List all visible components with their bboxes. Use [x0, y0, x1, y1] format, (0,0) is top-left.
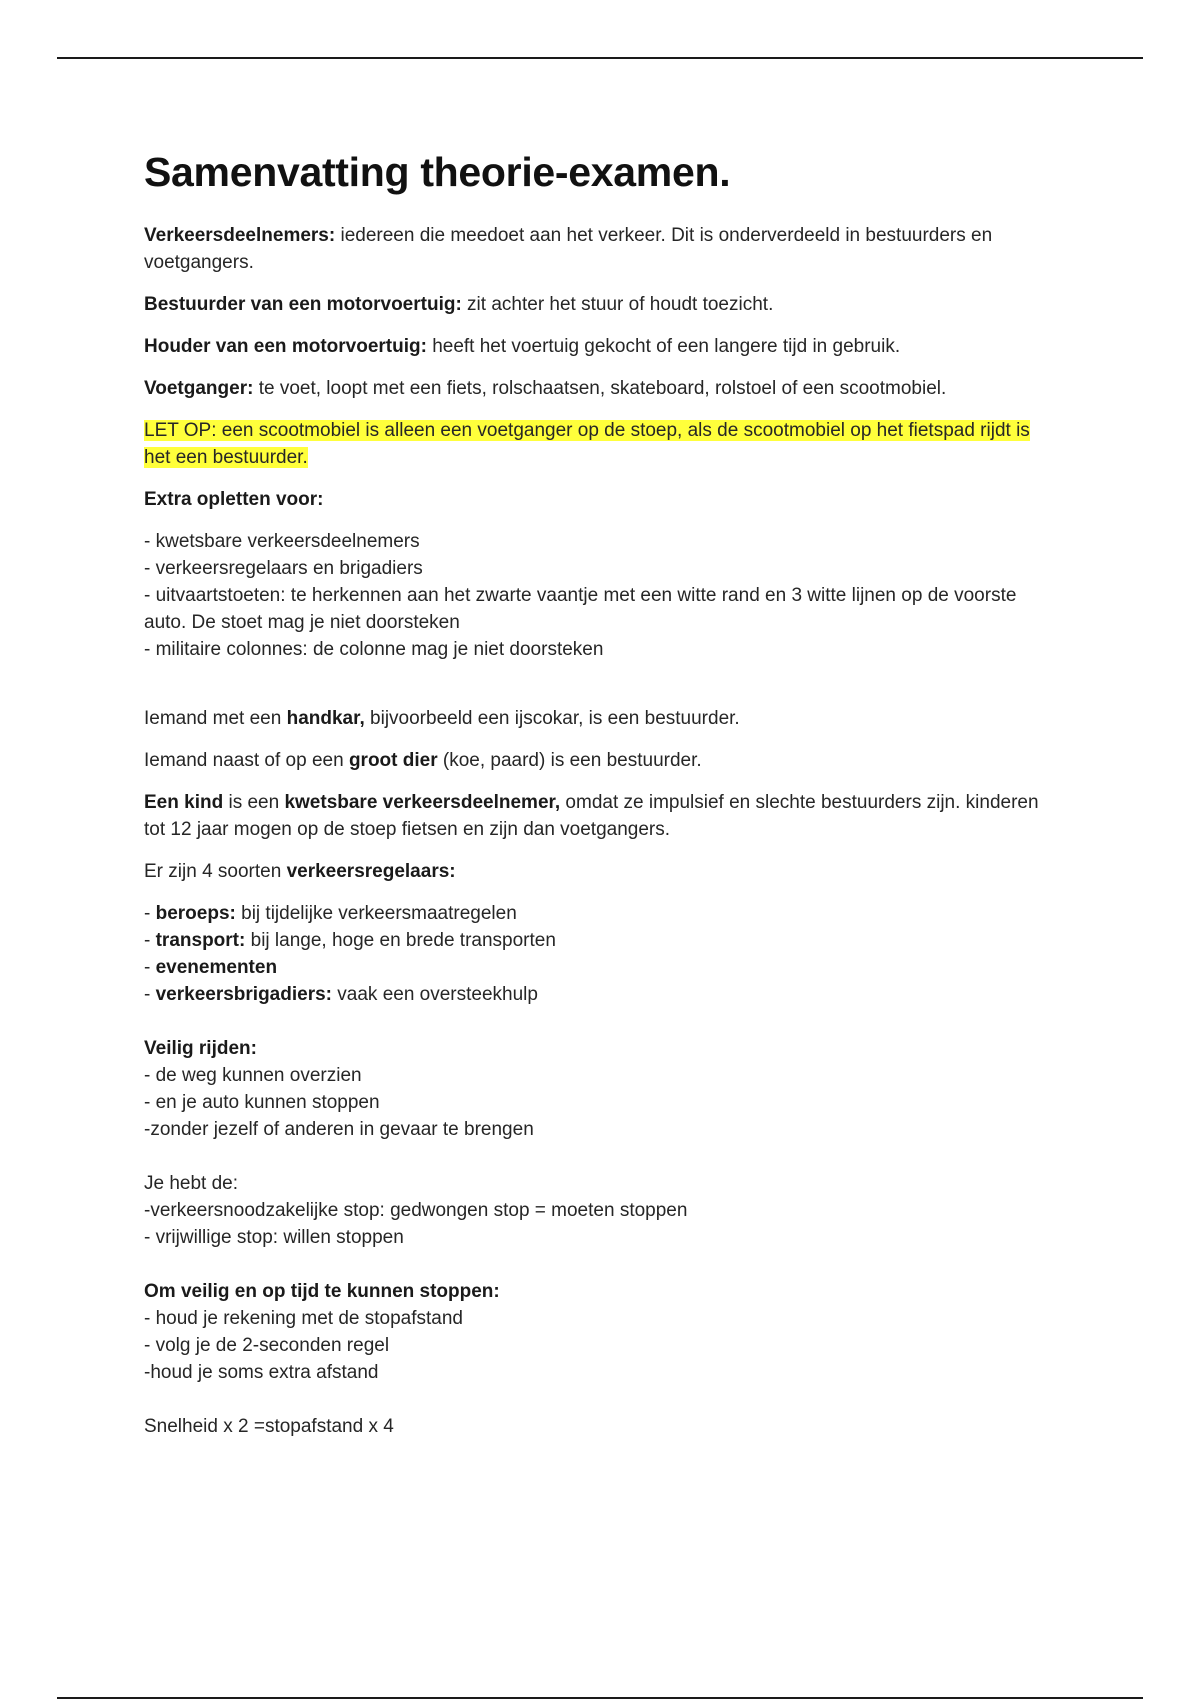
paragraph-groot-dier: Iemand naast of op een groot dier (koe, paard) is een bestuurder.: [144, 750, 702, 771]
formula: Snelheid x 2 =stopafstand x 4: [144, 1416, 394, 1437]
paragraph-handkar: Iemand met een handkar, bijvoorbeeld een ijscokar, is een bestuurder.: [144, 708, 740, 729]
definition-houder: Houder van een motorvoertuig: heeft het voertuig gekocht of een langere tijd in gebruik.: [144, 336, 901, 357]
spacer: [144, 1251, 1054, 1278]
page-title: Samenvatting theorie-examen.: [144, 149, 731, 195]
definition-voetganger: Voetganger: te voet, loopt met een fiets, rolschaatsen, skateboard, rolstoel of een scootmobiel.: [144, 378, 947, 399]
optijd-heading: Om veilig en op tijd te kunnen stoppen:: [144, 1281, 500, 1302]
list-item: - evenementen: [144, 957, 278, 978]
list-item: - vrijwillige stop: willen stoppen: [144, 1227, 404, 1248]
extra-heading: Extra opletten voor:: [144, 489, 324, 510]
spacer: [144, 1386, 1054, 1413]
list-item: -zonder jezelf of anderen in gevaar te brengen: [144, 1119, 534, 1140]
list-item: - de weg kunnen overzien: [144, 1065, 362, 1086]
spacer: [144, 663, 1054, 705]
list-item: - en je auto kunnen stoppen: [144, 1092, 380, 1113]
footer-rule: [57, 1697, 1143, 1699]
list-item: - uitvaartstoeten: te herkennen aan het zwarte vaantje met een witte rand en 3 witte lijnen op de voorste auto. De stoet mag je niet doorsteken: [144, 585, 1017, 633]
list-item: - militaire colonnes: de colonne mag je niet doorsteken: [144, 639, 604, 660]
definition-bestuurder: Bestuurder van een motorvoertuig: zit achter het stuur of houdt toezicht.: [144, 294, 774, 315]
list-item: -houd je soms extra afstand: [144, 1362, 379, 1383]
spacer: [144, 1008, 1054, 1035]
list-item: - verkeersbrigadiers: vaak een oversteekhulp: [144, 984, 538, 1005]
veilig-heading: Veilig rijden:: [144, 1038, 257, 1059]
highlight-note: LET OP: een scootmobiel is alleen een voetganger op de stoep, als de scootmobiel op het fietspad rijdt is het een bestuurder.: [144, 420, 1030, 468]
stops-heading: Je hebt de:: [144, 1173, 239, 1194]
regelaars-intro: Er zijn 4 soorten verkeersregelaars:: [144, 861, 456, 882]
list-item: - houd je rekening met de stopafstand: [144, 1308, 463, 1329]
list-item: - volg je de 2-seconden regel: [144, 1335, 390, 1356]
list-item: - beroeps: bij tijdelijke verkeersmaatregelen: [144, 903, 517, 924]
paragraph-kind: Een kind is een kwetsbare verkeersdeelnemer, omdat ze impulsief en slechte bestuurders zijn. kinderen tot 12 jaar mogen op de stoep fietsen en zijn dan voetgangers.: [144, 792, 1039, 840]
list-item: - transport: bij lange, hoge en brede transporten: [144, 930, 556, 951]
header-rule: [57, 57, 1143, 59]
list-item: - verkeersregelaars en brigadiers: [144, 558, 423, 579]
list-item: -verkeersnoodzakelijke stop: gedwongen stop = moeten stoppen: [144, 1200, 688, 1221]
definition-verkeersdeelnemers: Verkeersdeelnemers: iedereen die meedoet aan het verkeer. Dit is onderverdeeld in bestuurders en voetgangers.: [144, 225, 993, 273]
spacer: [144, 1143, 1054, 1170]
list-item: - kwetsbare verkeersdeelnemers: [144, 531, 420, 552]
document-body: [144, 140, 1054, 1440]
